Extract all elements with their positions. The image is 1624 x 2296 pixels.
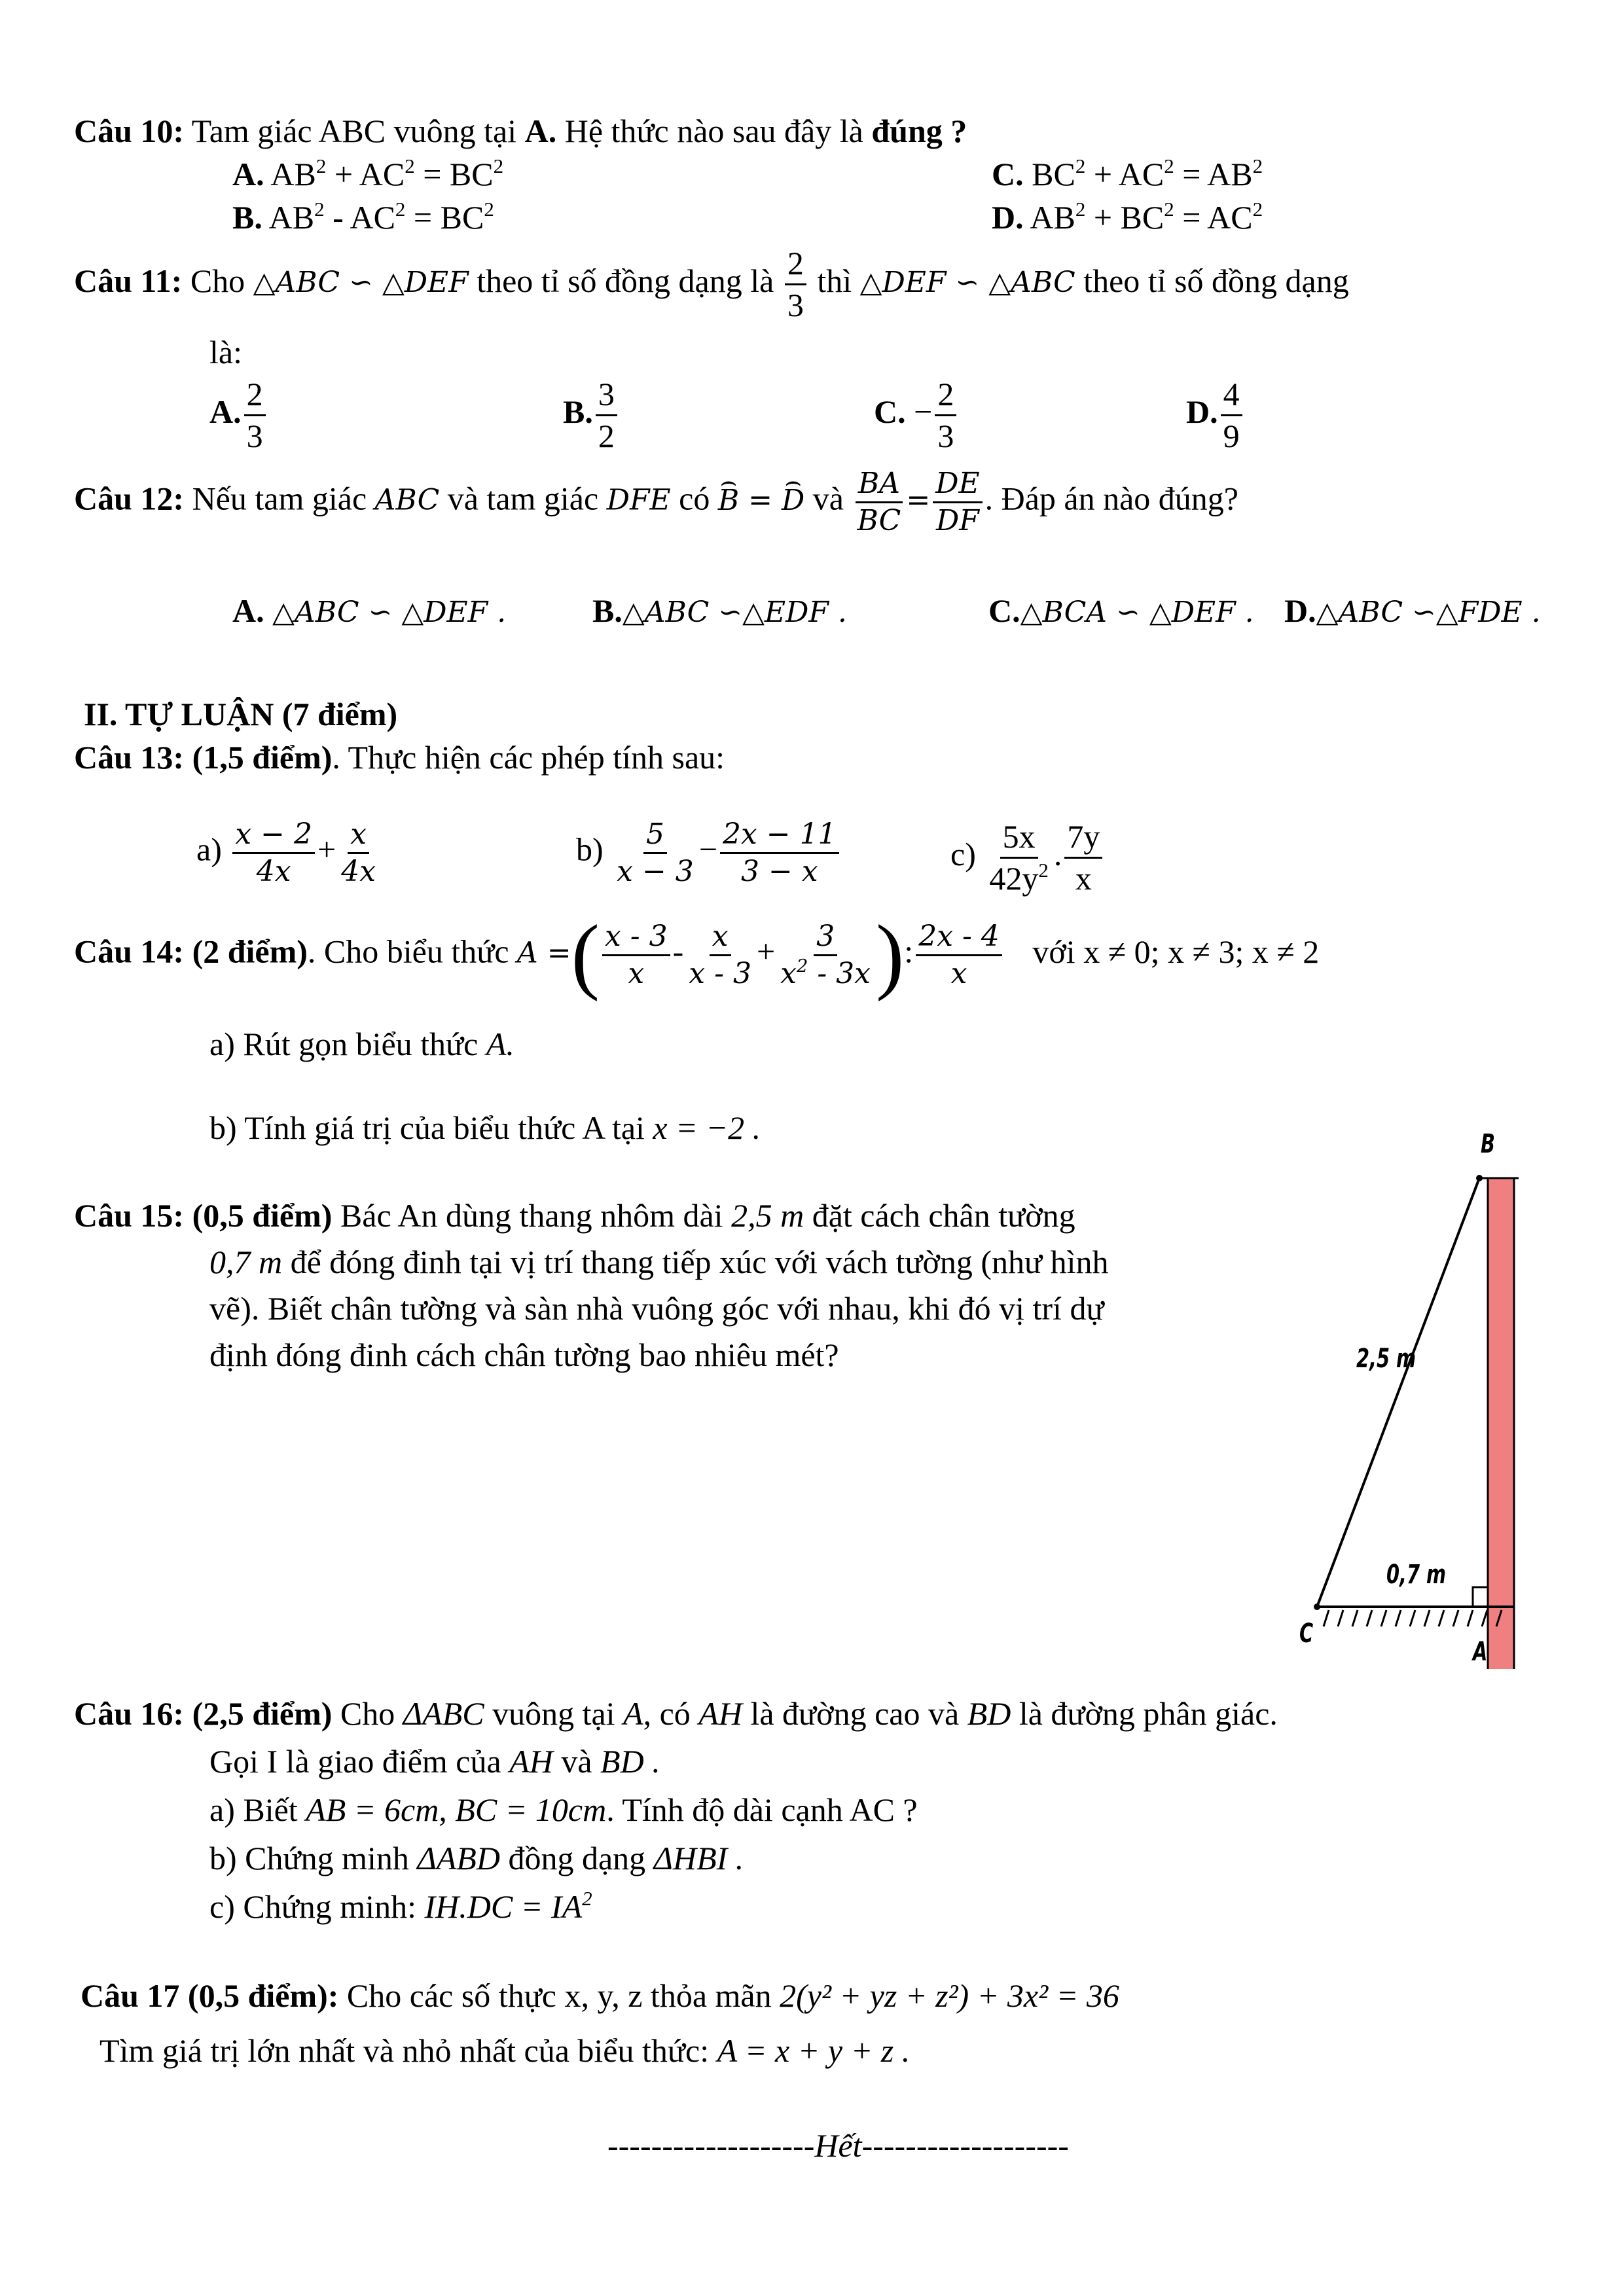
q13-c: c) $\frac{5x}{42y^2}$ . $\frac{7y}{x}$ [950,817,1105,899]
q11-la: là: [209,334,242,370]
q15-line1: Câu 15: (0,5 điểm) Bác An dùng thang nhôm dài 2,5 m đặt cách chân tường [74,1197,1075,1234]
q12-option-b: B.△ABC ∽△EDF . [592,592,847,629]
q12-option-a: A. △ABC ∽ △DEF . [232,592,507,629]
q11-ratio: $\frac{2}{3}$ [785,243,806,325]
q11-option-a: A. $\frac{2}{3}$ [209,374,268,456]
q11-option-d: D. $\frac{4}{9}$ [1186,374,1245,456]
q10-option-c: C. $BC^2 + AC^2 = AB^2$ [992,154,1263,192]
label-base: 0,7 m [1386,1560,1447,1590]
q14-b: b) Tính giá trị của biểu thức A tại x = −2 . [209,1109,761,1146]
q17-stem: Câu 17 (0,5 điểm): Cho các số thực x, y, z thỏa mãn 2(y² + yz + z²) + 3x² = 36 [81,1977,1119,2014]
q15-line3: vẽ). Biết chân tường và sàn nhà vuông góc với nhau, khi đó vị trí dự [209,1290,1104,1327]
q12-option-d: D.△ABC ∽△FDE . [1284,592,1541,629]
label-a: A [1473,1637,1488,1667]
q15-line2: 0,7 m để đóng đinh tại vị trí thang tiếp xúc với vách tường (như hình [209,1244,1109,1280]
q12-option-c: C.△BCA ∽ △DEF . [988,592,1254,629]
q16-stem: Câu 16: (2,5 điểm) Cho ΔABC vuông tại A, có AH là đường cao và BD là đường phân giác. [74,1695,1278,1732]
q10-option-a: A. $AB^2 + AC^2 = BC^2$ [232,154,504,192]
q16-b: b) Chứng minh ΔABD đồng dạng ΔHBI . [209,1840,744,1876]
q12-stem: Câu 12: Nếu tam giác ABC và tam giác DFE có ⌢ B = ⌢ D và $\frac{BA}{BC}$ = $\frac{DE}{DF}$ . Đáp án nào đúng? [74,466,1238,538]
q10-option-b: B. $AB^2 - AC^2 = BC^2$ [232,197,494,236]
floor-hatching [1324,1610,1502,1626]
label-c: C [1299,1619,1314,1649]
q16-line2: Gọi I là giao điểm của AH và BD . [209,1743,660,1780]
ladder [1317,1178,1479,1607]
label-hypotenuse: 2,5 m [1356,1344,1416,1374]
right-angle-mark [1473,1587,1488,1607]
q13-a: a) $\frac{x - 2}{4x}$ + $\frac{x}{4x}$ [196,817,376,888]
q15-line4: định đóng đinh cách chân tường bao nhiêu mét? [209,1336,839,1373]
q16-c: c) Chứng minh: $IH.DC = IA^2$ [209,1886,592,1925]
q14-stem: Câu 14: (2 điểm). Cho biểu thức A =( $\frac{x - 3}{x}$ - $\frac{x}{x - 3}$ + $\frac{3}{x^2 - 3x}$ ): $\frac{2x - 4}{x}$ với x ≠ 0; x ≠ 3; x ≠ 2 [74,908,1320,1003]
q10-option-d: D. $AB^2 + BC^2 = AC^2$ [992,197,1263,236]
q17-line2: Tìm giá trị lớn nhất và nhỏ nhất của biểu thức: A = x + y + z . [99,2032,911,2069]
end-marker: -------------------Hết------------------- [607,2127,1069,2164]
q10-stem: Câu 10: Tam giác ABC vuông tại A. Hệ thức nào sau đây là đúng ? [74,113,967,149]
q11-option-b: B. $\frac{3}{2}$ [563,374,620,456]
q13-b: b) $\frac{5}{x - 3}$ − $\frac{2x - 11}{3 - x}$ [576,817,842,889]
q16-a: a) Biết AB = 6cm, BC = 10cm. Tính độ dài cạnh AC ? [209,1791,918,1828]
q11-stem: Câu 11: Cho △ABC ∽ △DEF theo tỉ số đồng dạng là $\frac{2}{3}$ thì △DEF ∽ △ABC theo tỉ số đồng dạng [74,243,1349,325]
label-b: B [1481,1129,1495,1159]
wall [1488,1178,1514,1669]
q11-option-c: C. − $\frac{2}{3}$ [874,374,959,456]
q14-a: a) Rút gọn biểu thức A. [209,1026,514,1062]
section-heading: II. TỰ LUẬN (7 điểm) [84,696,398,732]
q13-stem: Câu 13: (1,5 điểm). Thực hiện các phép tính sau: [74,739,725,776]
